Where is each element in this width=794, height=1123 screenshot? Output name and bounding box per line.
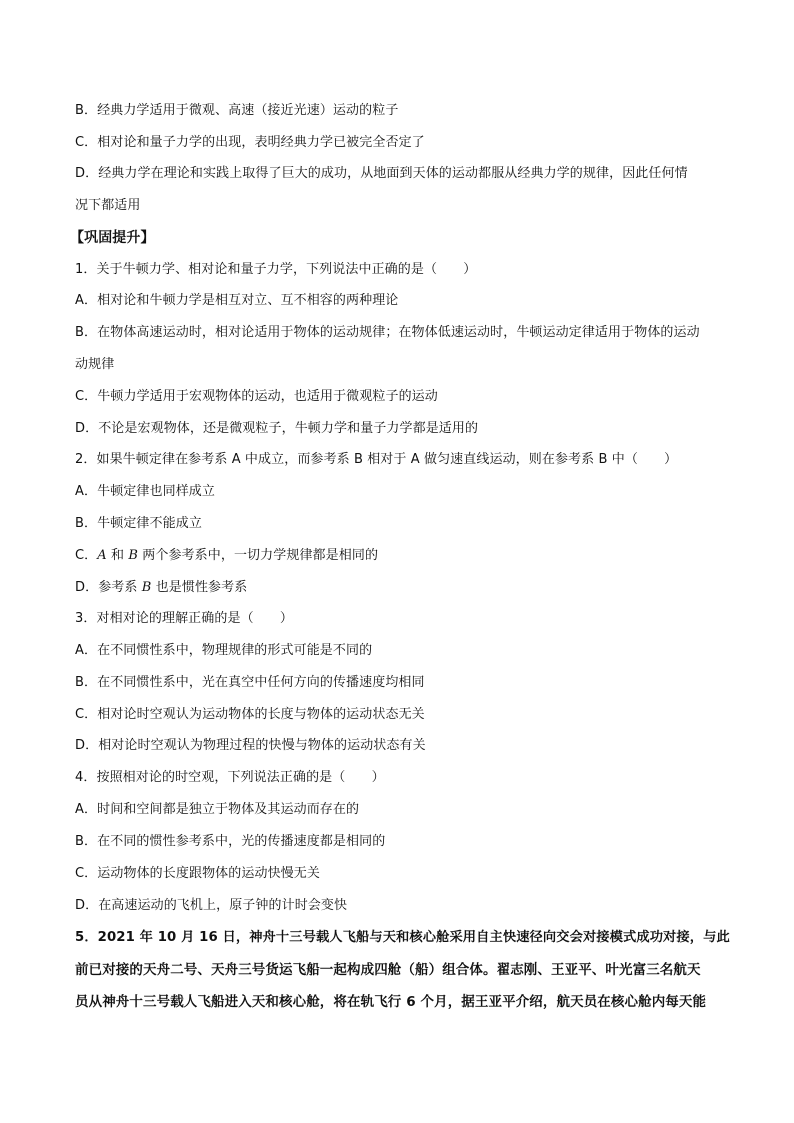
q2-option-d-prefix: D．参考系 [75,580,142,595]
q3-option-b: B．在不同惯性系中，光在真空中任何方向的传播速度均相同 [75,675,425,690]
prev-option-c: C．相对论和量子力学的出现，表明经典力学已被完全否定了 [75,135,425,150]
prev-option-b: B．经典力学适用于微观、高速（接近光速）运动的粒子 [75,103,399,118]
q4-option-c: C．运动物体的长度跟物体的运动快慢无关 [75,866,320,881]
q2-option-a: A．牛顿定律也同样成立 [75,484,215,499]
q3-option-a: A．在不同惯性系中，物理规律的形式可能是不同的 [75,643,373,658]
q1-option-b-line2: 动规律 [75,357,115,372]
q2-option-d [75,579,725,597]
q4-option-d: D．在高速运动的飞机上，原子钟的计时会变快 [75,898,348,913]
q1-option-c: C．牛顿力学适用于宏观物体的运动，也适用于微观粒子的运动 [75,389,438,404]
q2-option-d-var-b: B [141,580,152,595]
q1-stem: 1．关于牛顿力学、相对论和量子力学，下列说法中正确的是（ ） [75,262,477,277]
q3-option-c: C．相对论时空观认为运动物体的长度与物体的运动状态无关 [75,707,425,722]
q3-option-d: D．相对论时空观认为物理过程的快慢与物体的运动状态有关 [75,738,426,753]
q5-line3: 员从神舟十三号载人飞船进入天和核心舱，将在轨飞行 6 个月，据王亚平介绍，航天员在核心舱内每天能 [75,994,707,1010]
q1-option-a: A．相对论和牛顿力学是相互对立、互不相容的两种理论 [75,293,399,308]
q2-option-c-var-b: B [128,548,139,563]
q4-option-a: A．时间和空间都是独立于物体及其运动而存在的 [75,802,360,817]
q2-stem: 2．如果牛顿定律在参考系 A 中成立，而参考系 B 相对于 A 做匀速直线运动，则在参考系 B 中（ ） [75,452,678,467]
q4-option-b: B．在不同的惯性参考系中，光的传播速度都是相同的 [75,834,386,849]
q2-option-c [75,547,725,565]
q1-option-d: D．不论是宏观物体，还是微观粒子，牛顿力学和量子力学都是适用的 [75,421,479,436]
q5-line2: 前已对接的天舟二号、天舟三号货运飞船一起构成四舱（船）组合体。翟志刚、王亚平、叶光富三名航天 [75,962,701,978]
prev-option-d-line2: 况下都适用 [75,198,141,213]
q2-option-d-rest: 也是惯性参考系 [151,580,248,595]
q1-option-b-line1: B．在物体高速运动时，相对论适用于物体的运动规律；在物体低速运动时，牛顿运动定律适用于物体的运动 [75,325,700,340]
q4-stem: 4．按照相对论的时空观，下列说法正确的是（ ） [75,770,385,785]
q2-option-c-prefix: C． [75,548,98,563]
q5-line1: 5．2021 年 10 月 16 日，神舟十三号载人飞船与天和核心舱采用自主快速径向交会对接模式成功对接，与此 [75,930,730,945]
q3-stem: 3．对相对论的理解正确的是（ ） [75,611,293,626]
q2-option-c-var-a: A [97,548,107,563]
q2-option-b: B．牛顿定律不能成立 [75,516,202,531]
section-title: 【巩固提升】 [70,230,155,246]
q2-option-c-mid: 和 [106,548,129,563]
q2-option-c-rest: 两个参考系中，一切力学规律都是相同的 [138,548,379,563]
prev-option-d-line1: D．经典力学在理论和实践上取得了巨大的成功，从地面到天体的运动都服从经典力学的规律，因此任何情 [75,166,688,181]
